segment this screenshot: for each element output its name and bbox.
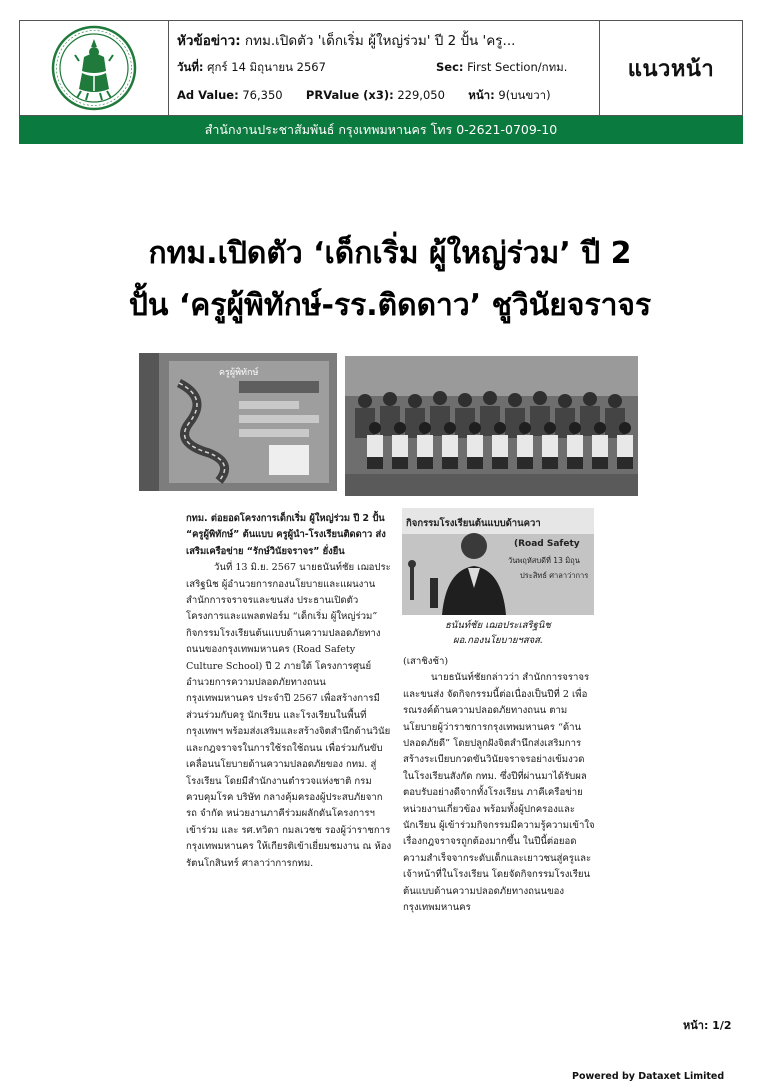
article-lead: กทม. ต่อยอดโครงการเด็กเริ่ม ผู้ใหญ่ร่วม ปี 2 ปั้น “ครูผู้พิทักษ์” ต้นแบบ ครูผู้นำ-โรงเรียนติดดาว ส่งเสริมเครือข่าย “รักษ์วินัยจราจร” ยั่งยืน bbox=[186, 513, 386, 557]
value-row bbox=[177, 87, 551, 105]
bma-seal-cell bbox=[20, 21, 169, 115]
speaker-sign-line3: วันพฤหัสบดีที่ 13 มิถุน bbox=[508, 556, 580, 565]
sec-value: First Section/กทม. bbox=[467, 60, 568, 74]
caption-title: ผอ.กองนโยบายฯสจส. bbox=[453, 635, 543, 646]
ad-value-label: Ad Value: bbox=[177, 88, 239, 102]
office-contact-bar bbox=[19, 116, 743, 144]
sec-label: Sec: bbox=[436, 60, 464, 74]
page-label: หน้า: bbox=[468, 88, 495, 102]
topic-value: กทม.เปิดตัว 'เด็กเริ่ม ผู้ใหญ่ร่วม' ปี 2 ปั้น 'ครู... bbox=[244, 33, 516, 49]
photo-group bbox=[345, 356, 638, 496]
page-number: หน้า: 1/2 bbox=[683, 1019, 732, 1032]
office-contact-text: สำนักงานประชาสัมพันธ์ กรุงเทพมหานคร โทร 0-2621-0709-10 bbox=[204, 122, 558, 137]
speaker-sign-line2: (Road Safety bbox=[514, 539, 580, 549]
headline-line-1: กทม.เปิดตัว ‘เด็กเริ่ม ผู้ใหญ่ร่วม’ ปี 2 bbox=[148, 236, 632, 271]
date-label: วันที่: bbox=[177, 60, 204, 74]
speaker-sign-line1: กิจกรรมโรงเรียนต้นแบบด้านควา bbox=[406, 518, 541, 529]
article-headline bbox=[30, 228, 750, 332]
article-column-2 bbox=[403, 654, 595, 917]
article-column-1 bbox=[186, 511, 392, 872]
pr-value: 229,050 bbox=[397, 88, 445, 102]
column-2-dateline: (เสาชิงช้า) bbox=[403, 656, 449, 667]
bma-seal-logo bbox=[51, 25, 137, 111]
topic-row bbox=[177, 29, 515, 51]
newspaper-name-cell bbox=[600, 21, 742, 115]
speaker-sign-line4: ประสิทธ์ ศาลาว่าการ bbox=[520, 571, 589, 580]
photo-event-board bbox=[139, 353, 337, 491]
caption-name: ธนันท์ชัย เฌอประเสริฐนิช bbox=[445, 620, 551, 631]
speaker-caption bbox=[402, 618, 594, 648]
date-row bbox=[177, 59, 568, 77]
group-photo-image bbox=[345, 356, 638, 496]
ad-value: 76,350 bbox=[242, 88, 283, 102]
article-body-1: วันที่ 13 มิ.ย. 2567 นายธนันท์ชัย เฌอประเสริฐนิช ผู้อำนวยการกองนโยบายและแผนงาน สำนักการจราจรและขนส่ง ประธานเปิดตัวโครงการและแพลตฟอร์ม “เด็กเริ่ม ผู้ใหญ่ร่วม” กิจกรรมโรงเรียนต้นแบบด้านความปลอดภัยทางถนนของกรุงเทพมหานคร (Road Safety Culture School) ปี 2 ภายใต้ โครงการศูนย์อำนวยการความปลอดภัยทางถนนกรุงเทพมหานคร ประจำปี 2567 เพื่อสร้างการมีส่วนร่วมกับครู นักเรียน และโรงเรียนในพื้นที่กรุงเทพฯ พร้อมส่งเสริมและสร้างจิตสำนึกด้านวินัยและกฎจราจรในการใช้รถใช้ถนน เพื่อร่วมกันขับเคลื่อนนโยบายด้านความปลอดภัยของ กทม. สู่โรงเรียน โดยมีสำนักงานตำรวจแห่งชาติ กรมควบคุมโรค บริษัท กลางคุ้มครองผู้ประสบภัยจากรถ จำกัด หน่วยงานภาคีร่วมผลักดันโครงการฯ เข้าร่วม และ รศ.ทวิดา กมลเวชช รองผู้ว่าราชการกรุงเทพมหานคร ให้เกียรติเข้าเยี่ยมชมงาน ณ ห้องรัตนโกสินทร์ ศาลาว่าการกทม. bbox=[186, 562, 392, 869]
photo-speaker bbox=[402, 508, 594, 615]
sec-field bbox=[436, 59, 567, 77]
event-board-image bbox=[139, 353, 337, 491]
pr-value-label: PRValue (x3): bbox=[305, 88, 394, 102]
board-banner: ครูผู้พิทักษ์ bbox=[219, 368, 259, 378]
page-value: 9(บนขวา) bbox=[498, 88, 551, 102]
topic-label: หัวข้อข่าว: bbox=[177, 33, 241, 49]
clipping-header bbox=[19, 20, 743, 144]
clipping-info bbox=[169, 21, 600, 115]
headline-line-2: ปั้น ‘ครูผู้พิทักษ์-รร.ติดดาว’ ชูวินัยจราจร bbox=[128, 288, 652, 323]
newspaper-name: แนวหน้า bbox=[627, 56, 715, 82]
date-value: ศุกร์ 14 มิถุนายน 2567 bbox=[207, 60, 326, 74]
article-body-2: นายธนันท์ชัยกล่าวว่า สำนักการจราจรและขนส่ง จัดกิจกรรมนี้ต่อเนื่องเป็นปีที่ 2 เพื่อรณรงค์ด้านความปลอดภัยทางถนน ตามนโยบายผู้ว่าราชการกรุงเทพมหานคร “ด้านปลอดภัยดี” โดยปลูกฝังจิตสำนึกส่งเสริมการสร้างระเบียบกวดขันวินัยจราจรอย่างเข้มงวด ในโรงเรียนสังกัด กทม. ซึ่งปีที่ผ่านมาได้รับผลตอบรับอย่างดีจากทั้งโรงเรียน ภาคีเครือข่าย หน่วยงานเกี่ยวข้อง พร้อมทั้งผู้ปกครองและนักเรียน ผู้เข้าร่วมกิจกรรมมีความรู้ความเข้าใจเรื่องกฎจราจรถูกต้องมากขึ้น ในปีนี้ต่อยอดความสำเร็จจากระดับเด็กและเยาวชนสู่ครูและเจ้าหน้าที่ในโรงเรียน โดยจัดกิจกรรมโรงเรียนต้นแบบด้านความปลอดภัยทางถนนของกรุงเทพมหานคร bbox=[403, 672, 595, 914]
powered-by-footer: Powered by Dataxet Limited bbox=[572, 1071, 725, 1082]
header-table bbox=[19, 20, 743, 116]
speaker-photo-image bbox=[402, 508, 594, 615]
